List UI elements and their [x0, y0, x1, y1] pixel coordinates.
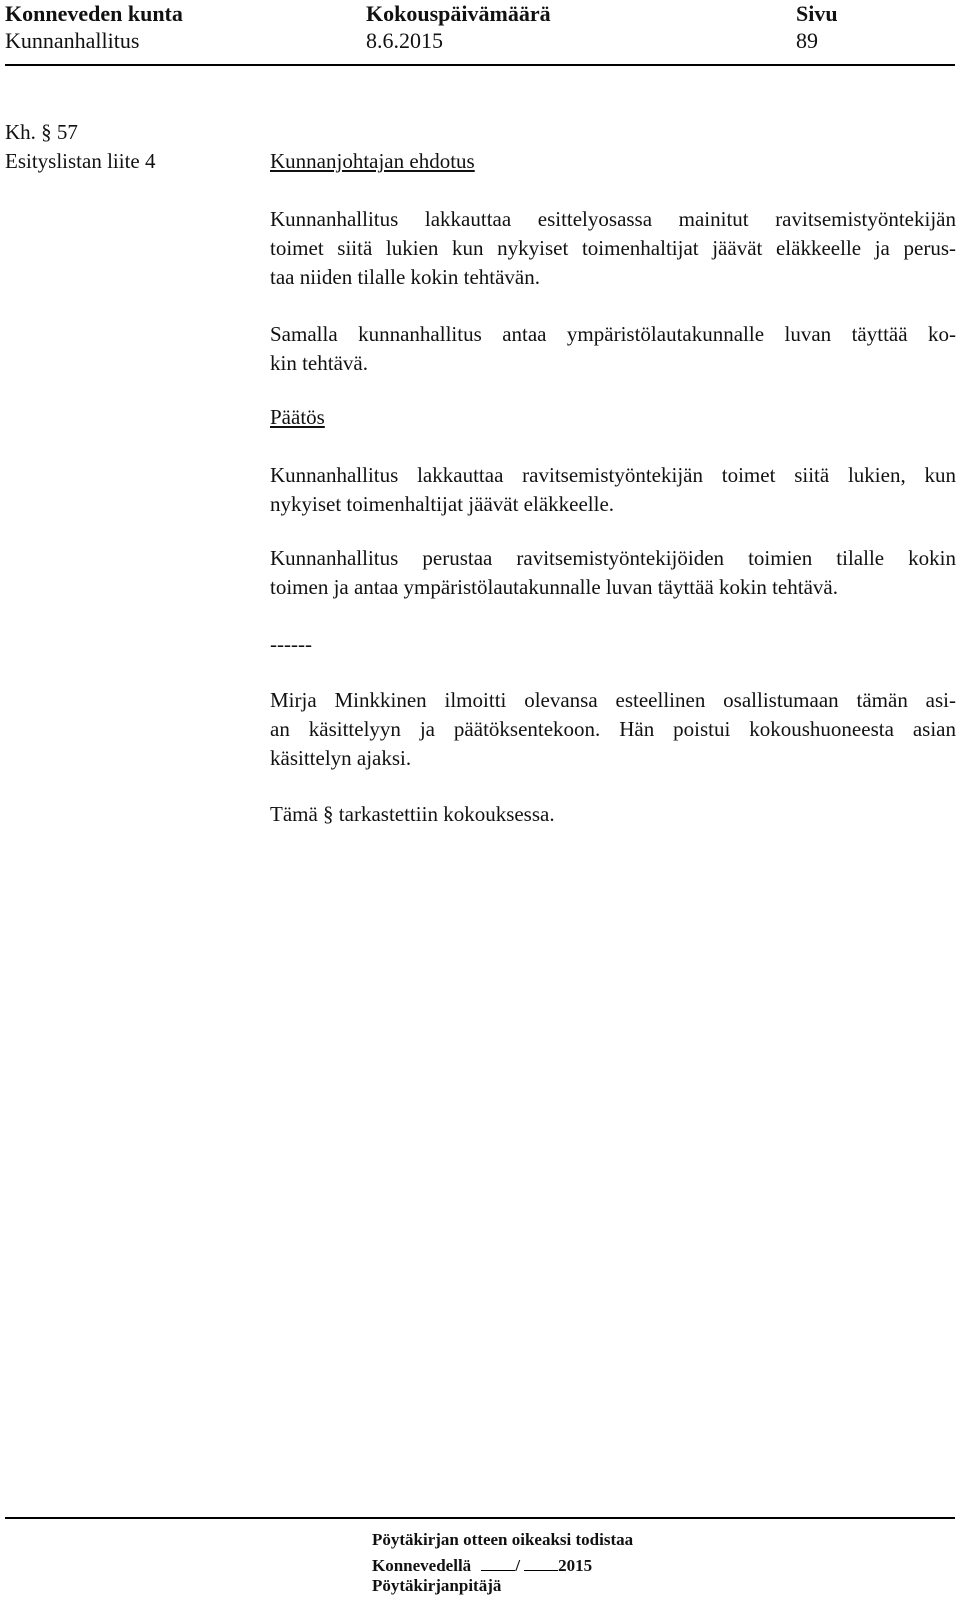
- footer-slash: /: [515, 1556, 521, 1575]
- header-page-label: Sivu: [796, 1, 838, 26]
- header-organization: Konneveden kunta: [5, 1, 183, 26]
- day-blank: [481, 1552, 515, 1571]
- text-line: an käsittelyyn ja päätöksentekoon. Hän poistui kokoushuoneesta asian: [270, 717, 956, 741]
- footer-rule: [5, 1517, 955, 1519]
- text-line: Kunnanhallitus lakkauttaa esittelyosassa mainitut ravitsemistyöntekijän: [270, 207, 956, 231]
- section-number: Kh. § 57: [5, 120, 78, 144]
- decision-paragraph-3: [270, 686, 956, 773]
- footer-place: Konnevedellä: [372, 1556, 472, 1575]
- text-line: käsittelyn ajaksi.: [270, 746, 412, 770]
- text-line: nykyiset toimenhaltijat jäävät eläkkeelle.: [270, 492, 615, 516]
- text-line: Samalla kunnanhallitus antaa ympäristölautakunnalle luvan täyttää ko-: [270, 322, 956, 346]
- decision-paragraph-1: [270, 461, 956, 519]
- header-body-name: Kunnanhallitus: [5, 28, 140, 53]
- header-meeting-date: 8.6.2015: [366, 28, 443, 53]
- text-line: Mirja Minkkinen ilmoitti olevansa esteellinen osallistumaan tämän asi-: [270, 688, 956, 712]
- footer-year: 2015: [558, 1556, 593, 1575]
- footer-place-date: [372, 1552, 592, 1577]
- section-attachment: Esityslistan liite 4: [5, 149, 156, 173]
- header-page-number: 89: [796, 28, 818, 53]
- text-line: Kunnanhallitus lakkauttaa ravitsemistyöntekijän toimet siitä lukien, kun: [270, 463, 956, 487]
- footer-signatory: Pöytäkirjanpitäjä: [372, 1576, 502, 1595]
- text-line: toimen ja antaa ympäristölautakunnalle luvan täyttää kokin tehtävä.: [270, 575, 838, 599]
- text-line: Kunnanhallitus perustaa ravitsemistyöntekijöiden toimien tilalle kokin: [270, 546, 956, 570]
- proposal-paragraph-2: [270, 320, 956, 378]
- text-line: kin tehtävä.: [270, 351, 368, 375]
- header-rule: [5, 64, 955, 66]
- proposal-paragraph-1: [270, 205, 956, 292]
- text-line: taa niiden tilalle kokin tehtävän.: [270, 265, 540, 289]
- separator: ------: [270, 632, 312, 656]
- decision-heading: Päätös: [270, 405, 325, 429]
- decision-paragraph-4: Tämä § tarkastettiin kokouksessa.: [270, 802, 555, 826]
- decision-paragraph-2: [270, 544, 956, 602]
- footer-certification: Pöytäkirjan otteen oikeaksi todistaa: [372, 1530, 634, 1549]
- month-blank: [524, 1552, 558, 1571]
- header-date-label: Kokouspäivämäärä: [366, 1, 551, 26]
- text-line: toimet siitä lukien kun nykyiset toimenhaltijat jäävät eläkkeelle ja perus-: [270, 236, 956, 260]
- proposal-heading: Kunnanjohtajan ehdotus: [270, 149, 475, 173]
